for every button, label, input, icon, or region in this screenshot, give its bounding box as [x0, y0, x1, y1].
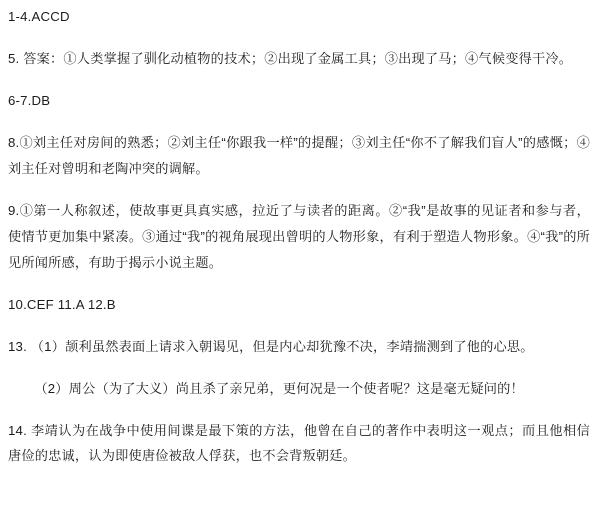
paragraph-answer-13-1: 13. （1）颉利虽然表面上请求入朝谒见，但是内心却犹豫不决，李靖揣测到了他的心思。 — [8, 339, 534, 354]
paragraph-answer-1-4: 1-4.ACCD — [8, 9, 70, 24]
paragraph-answer-14: 14. 李靖认为在战争中使用间谍是最下策的方法，他曾在自己的著作中表明这一观点；而且他相信唐俭的忠诚，认为即使唐俭被敌人俘获，也不会背叛朝廷。 — [8, 423, 590, 463]
paragraph-answer-5: 5. 答案：①人类掌握了驯化动植物的技术；②出现了金属工具；③出现了马；④气候变得干冷。 — [8, 51, 573, 66]
paragraph-answer-9: 9.①第一人称叙述，使故事更具真实感，拉近了与读者的距离。②“我”是故事的见证者和参与者，使情节更加集中紧凑。③通过“我”的视角展现出曾明的人物形象，有利于塑造人物形象。④“我”的所见所闻所感，有助于揭示小说主题。 — [8, 203, 590, 270]
paragraph-answer-13-2: （2）周公（为了大义）尚且杀了亲兄弟，更何况是一个使者呢？这是毫无疑问的！ — [34, 381, 524, 396]
paragraph-answer-6-7: 6-7.DB — [8, 93, 51, 108]
paragraph-answer-10-12: 10.CEF 11.A 12.B — [8, 297, 116, 312]
paragraph-answer-8: 8.①刘主任对房间的熟悉；②刘主任“你跟我一样”的提醒；③刘主任“你不了解我们盲人”的感慨；④刘主任对曾明和老陶冲突的调解。 — [8, 135, 590, 176]
